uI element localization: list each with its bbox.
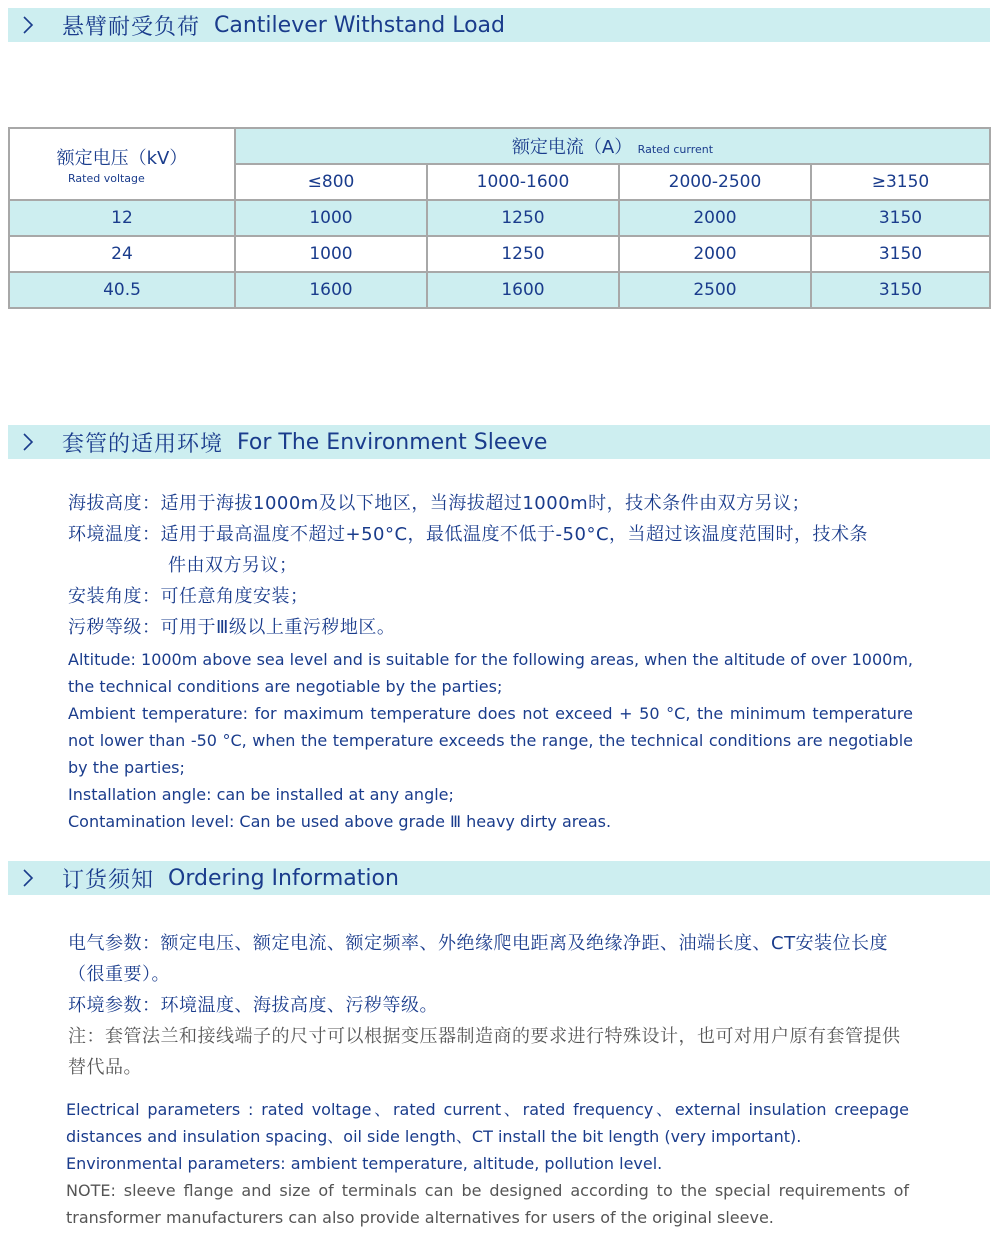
ordering-line: 电气参数：额定电压、额定电流、额定频率、外绝缘爬电距离及绝缘净距、油端长度、CT安装位长度（很重要）。 xyxy=(68,933,889,985)
ordering-cn-text xyxy=(68,928,913,1083)
value-cell: 3150 xyxy=(811,200,990,236)
voltage-header-cn: 额定电压（kV） xyxy=(56,147,188,169)
chevron-right-icon xyxy=(8,15,48,35)
current-header-cell xyxy=(235,128,990,164)
section-header-ordering xyxy=(8,861,990,895)
current-column-header: ≥3150 xyxy=(811,164,990,200)
table-row xyxy=(9,200,990,236)
section-title-cn: 悬臂耐受负荷 xyxy=(62,14,201,40)
ordering-en-text xyxy=(66,1096,909,1231)
section-title-en: Ordering Information xyxy=(168,865,399,891)
value-cell: 1250 xyxy=(427,200,619,236)
value-cell: 1600 xyxy=(235,272,427,308)
value-cell: 3150 xyxy=(811,272,990,308)
value-cell: 2000 xyxy=(619,200,811,236)
voltage-cell: 12 xyxy=(9,200,235,236)
value-cell: 3150 xyxy=(811,236,990,272)
section-title-cn: 套管的适用环境 xyxy=(62,431,224,457)
current-column-header: ≤800 xyxy=(235,164,427,200)
environment-en-paragraph: Installation angle: can be installed at any angle; xyxy=(68,785,454,804)
environment-en-text xyxy=(68,646,913,835)
value-cell: 1250 xyxy=(427,236,619,272)
cantilever-load-table xyxy=(8,127,991,309)
environment-line: 污秽等级：可用于Ⅲ级以上重污秽地区。 xyxy=(68,617,396,638)
section-title-cn: 订货须知 xyxy=(62,867,155,893)
section-header-environment xyxy=(8,425,990,459)
current-column-header: 1000-1600 xyxy=(427,164,619,200)
voltage-cell: 40.5 xyxy=(9,272,235,308)
environment-line: 件由双方另议； xyxy=(168,555,298,576)
ordering-en-paragraph: Electrical parameters : rated voltage、rated current、rated frequency、external insulation creepage distances and insulation spacing、oil side length、CT install the bit length (very important). xyxy=(66,1100,909,1146)
current-header-cn: 额定电流（A） xyxy=(511,137,633,158)
environment-line: 安装角度：可任意角度安装； xyxy=(68,586,309,607)
section-title-en: Cantilever Withstand Load xyxy=(214,12,505,38)
current-header-en: Rated current xyxy=(637,143,714,156)
value-cell: 1000 xyxy=(235,236,427,272)
chevron-right-icon xyxy=(8,432,48,452)
current-column-header: 2000-2500 xyxy=(619,164,811,200)
value-cell: 1600 xyxy=(427,272,619,308)
environment-en-paragraph: Ambient temperature: for maximum temperature does not exceed + 50 °C, the minimum temperature not lower than -50 °C, when the temperature exceeds the range, the technical conditions are negotiable by the parties; xyxy=(68,704,913,777)
value-cell: 2000 xyxy=(619,236,811,272)
voltage-header-cell xyxy=(9,128,235,200)
ordering-en-note: NOTE: sleeve flange and size of terminals can be designed according to the special requirements of transformer manufacturers can also provide alternatives for users of the original sleeve. xyxy=(66,1181,909,1227)
section-title-en: For The Environment Sleeve xyxy=(237,429,548,455)
ordering-note: 注：套管法兰和接线端子的尺寸可以根据变压器制造商的要求进行特殊设计，也可对用户原有套管提供替代品。 xyxy=(68,1026,901,1078)
ordering-en-paragraph: Environmental parameters: ambient temperature, altitude, pollution level. xyxy=(66,1154,663,1173)
value-cell: 1000 xyxy=(235,200,427,236)
environment-en-paragraph: Altitude: 1000m above sea level and is suitable for the following areas, when the altitude of over 1000m, the technical conditions are negotiable by the parties; xyxy=(68,650,913,696)
ordering-line: 环境参数：环境温度、海拔高度、污秽等级。 xyxy=(68,995,438,1016)
section-header-cantilever xyxy=(8,8,990,42)
environment-en-paragraph: Contamination level: Can be used above grade Ⅲ heavy dirty areas. xyxy=(68,812,612,831)
environment-cn-text xyxy=(68,488,913,643)
table-row xyxy=(9,236,990,272)
voltage-cell: 24 xyxy=(9,236,235,272)
chevron-right-icon xyxy=(8,868,48,888)
value-cell: 2500 xyxy=(619,272,811,308)
environment-line: 环境温度：适用于最高温度不超过+50°C，最低温度不低于-50°C，当超过该温度范围时，技术条 xyxy=(68,524,869,545)
voltage-header-en: Rated voltage xyxy=(68,171,145,185)
table-row xyxy=(9,272,990,308)
environment-line: 海拔高度：适用于海拔1000m及以下地区，当海拔超过1000m时，技术条件由双方另议； xyxy=(68,493,811,514)
